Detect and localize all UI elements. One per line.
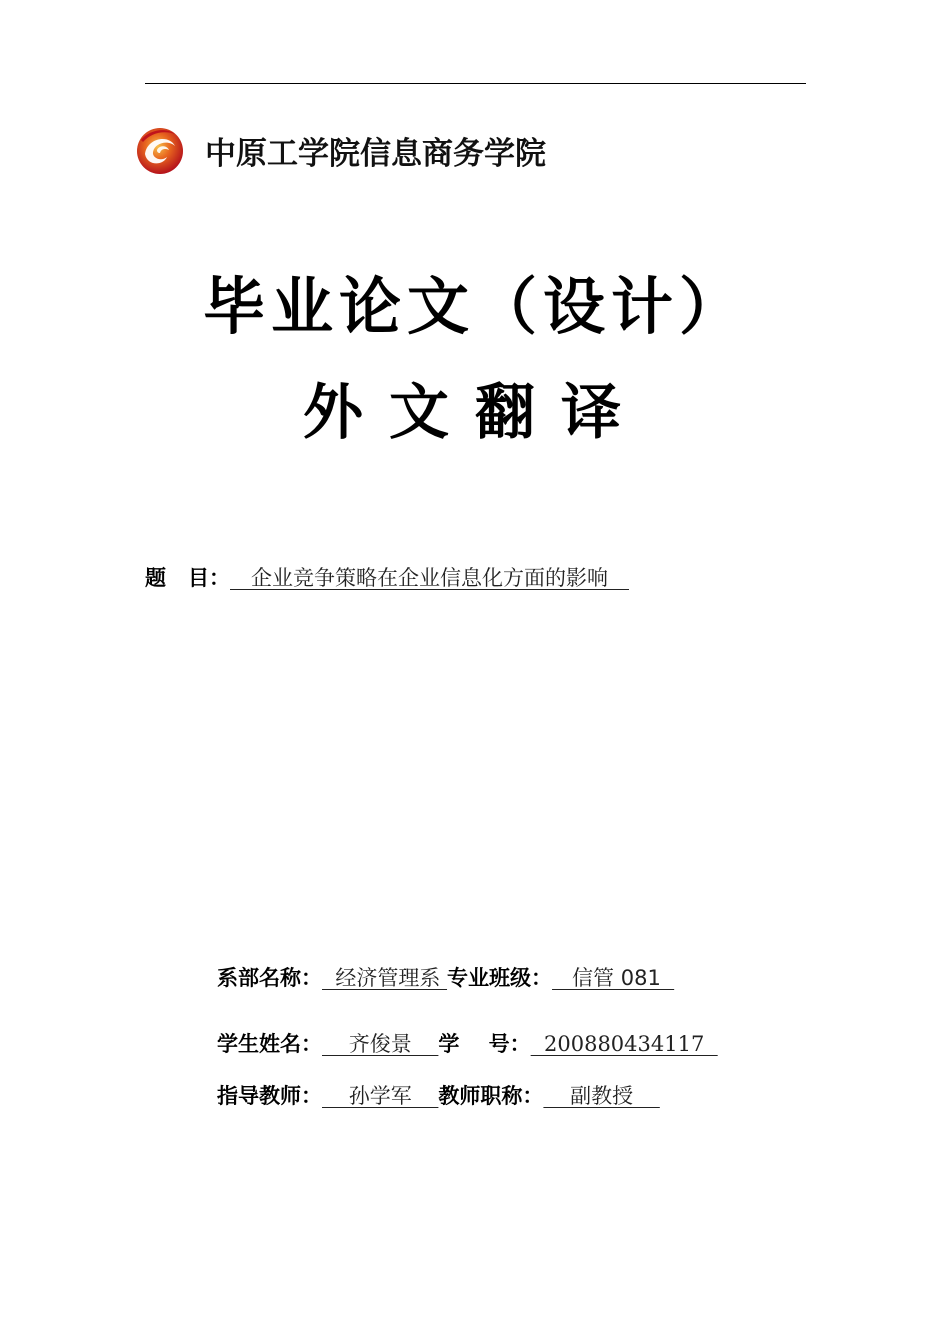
school-header (135, 122, 546, 178)
department-label: 系部名称： (217, 966, 322, 990)
advisor-value: 孙学军 (322, 1084, 439, 1108)
advisor-label: 指导教师： (217, 1084, 322, 1108)
major-value: 信管 081 (552, 966, 675, 990)
teacher-title-label: 教师职称： (438, 1084, 544, 1108)
info-row-student (217, 1028, 718, 1064)
school-name: 中原工学院信息商务学院 (205, 135, 546, 172)
id-label: 学 号： (438, 1032, 531, 1056)
major-label: 专业班级： (447, 966, 553, 990)
teacher-title-value: 副教授 (543, 1084, 660, 1108)
school-logo-icon (135, 124, 185, 176)
document-title: 毕业论文（设计） (202, 270, 747, 343)
info-row-advisor (217, 1080, 660, 1116)
department-value: 经济管理系 (322, 966, 448, 990)
id-value: 200880434117 (530, 1032, 718, 1056)
document-subtitle: 外文翻译 (303, 378, 647, 448)
header-rule (145, 83, 806, 84)
topic-label: 题 目： (145, 566, 230, 590)
student-value: 齐俊景 (322, 1032, 439, 1056)
info-row-department (217, 962, 674, 998)
topic-value: __企业竞争策略在企业信息化方面的影响__ (230, 566, 629, 590)
student-label: 学生姓名： (217, 1032, 322, 1056)
topic-row (145, 562, 629, 598)
